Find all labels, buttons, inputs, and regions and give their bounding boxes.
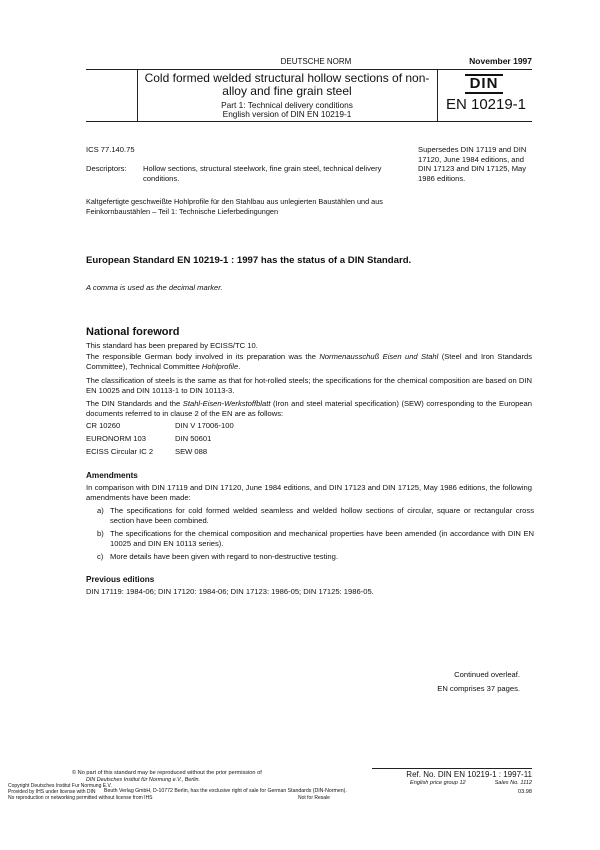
copyright-notice: © No part of this standard may be reproduced without the prior permission of xyxy=(72,770,262,776)
descriptors-label: Descriptors: xyxy=(86,164,127,173)
din-logo: DIN xyxy=(465,74,503,94)
footer-ref-rule xyxy=(372,768,532,769)
national-foreword-heading: National foreword xyxy=(86,326,180,338)
amendment-label: c) xyxy=(97,552,104,561)
continued-note: Continued overleaf. xyxy=(454,670,520,679)
not-for-resale: Not for Resale xyxy=(298,795,330,801)
document-title: Cold formed welded structural hollow sections of non-alloy and fine grain steel xyxy=(144,71,430,98)
amendment-text: More details have been given with regard to non-destructive testing. xyxy=(110,552,338,561)
publication-date: November 1997 xyxy=(469,56,532,66)
ihs-copyright-line: Copyright Deutsches Institut Fur Normung E.V. xyxy=(8,783,112,789)
previous-editions-heading: Previous editions xyxy=(86,575,155,584)
amendment-text: The specifications for cold formed welded seamless and welded hollow sections of circular, square or rectangular cross section have been combined. xyxy=(110,506,534,525)
price-group: English price group 12 xyxy=(410,780,466,786)
header-left-divider xyxy=(137,69,138,121)
amendment-label: b) xyxy=(97,529,104,538)
header-top-rule xyxy=(86,69,532,70)
amendments-intro: In comparison with DIN 17119 and DIN 17120, June 1984 editions, and DIN 17123 and DIN 17125, May 1986 editions, the following amendments have been made: xyxy=(86,483,532,502)
page-count: EN comprises 37 pages. xyxy=(437,684,520,693)
date-code: 03.98 xyxy=(518,789,532,795)
foreword-paragraph-1: This standard has been prepared by ECISS/TC 10. xyxy=(86,341,258,350)
amendment-text: The specifications for the chemical composition and mechanical properties have been amended (in accordance with DIN EN 10025 and DIN EN 10113 series). xyxy=(110,529,534,548)
amendment-label: a) xyxy=(97,506,104,515)
status-heading: European Standard EN 10219-1 : 1997 has the status of a DIN Standard. xyxy=(86,255,412,266)
subtitle-version: English version of DIN EN 10219-1 xyxy=(222,109,352,119)
reference-number: Ref. No. DIN EN 10219-1 : 1997-11 xyxy=(406,770,532,779)
supersedes-note: Supersedes DIN 17119 and DIN 17120, June 1984 editions, and DIN 17123 and DIN 17125, May 1986 editions. xyxy=(418,145,527,183)
descriptors-text: Hollow sections, structural steelwork, fine grain steel, technical delivery conditions. xyxy=(143,164,382,183)
ref-din: DIN V 17006-100 xyxy=(175,421,234,430)
previous-editions-text: DIN 17119: 1984-06; DIN 17120: 1984-06; DIN 17123: 1986-05; DIN 17125: 1986-05. xyxy=(86,587,374,596)
ref-eu: EURONORM 103 xyxy=(86,434,146,443)
ihs-license-line: Provided by IHS under license with DIN xyxy=(8,789,96,795)
ref-din: SEW 088 xyxy=(175,447,208,456)
foreword-paragraph-3: The classification of steels is the same as that for hot-rolled steels; the specifications for the chemical composition are based on DIN EN 10025 and DIN 10113-1 to DIN 10113-3. xyxy=(86,376,532,395)
amendments-heading: Amendments xyxy=(86,471,138,480)
decimal-note: A comma is used as the decimal marker. xyxy=(86,283,223,292)
header-right-divider xyxy=(437,69,438,121)
ihs-no-reproduction: No reproduction or networking permitted without license from IHS xyxy=(8,795,153,801)
header-bottom-rule xyxy=(86,121,532,122)
subtitle-part: Part 1: Technical delivery conditions xyxy=(221,100,353,110)
copyright-notice-2: DIN Deutsches Institut für Normung e.V., Berlin. xyxy=(86,777,201,783)
ref-din: DIN 50601 xyxy=(175,434,212,443)
sales-number: Sales No. 1112 xyxy=(494,780,532,786)
ref-eu: CR 10260 xyxy=(86,421,121,430)
foreword-paragraph-2: The responsible German body involved in its preparation was the Normenausschuß Eisen und Stahl (Steel and Iron Standards Committee), Technical Committee Hohlprofile. xyxy=(86,352,533,371)
beuth-sale-notice: Beuth Verlag GmbH, D-10772 Berlin, has the exclusive right of sale for German Standards (DIN-Normen). xyxy=(104,788,347,794)
standard-number: EN 10219-1 xyxy=(445,96,527,113)
german-title: Kaltgefertigte geschweißte Hohlprofile für den Stahlbau aus unlegierten Baustählen und aus Feinkornbaustählen – Teil 1: Technische Lieferbedingungen xyxy=(86,197,383,216)
ics-code: ICS 77.140.75 xyxy=(86,145,135,154)
foreword-paragraph-4: The DIN Standards and the Stahl-Eisen-Werkstoffblatt (Iron and steel material specification) (SEW) corresponding to the European documents referred to in clause 2 of the EN are as follows: xyxy=(86,399,532,418)
ref-eu: ECISS Circular IC 2 xyxy=(86,447,154,456)
norm-label: DEUTSCHE NORM xyxy=(280,57,352,66)
